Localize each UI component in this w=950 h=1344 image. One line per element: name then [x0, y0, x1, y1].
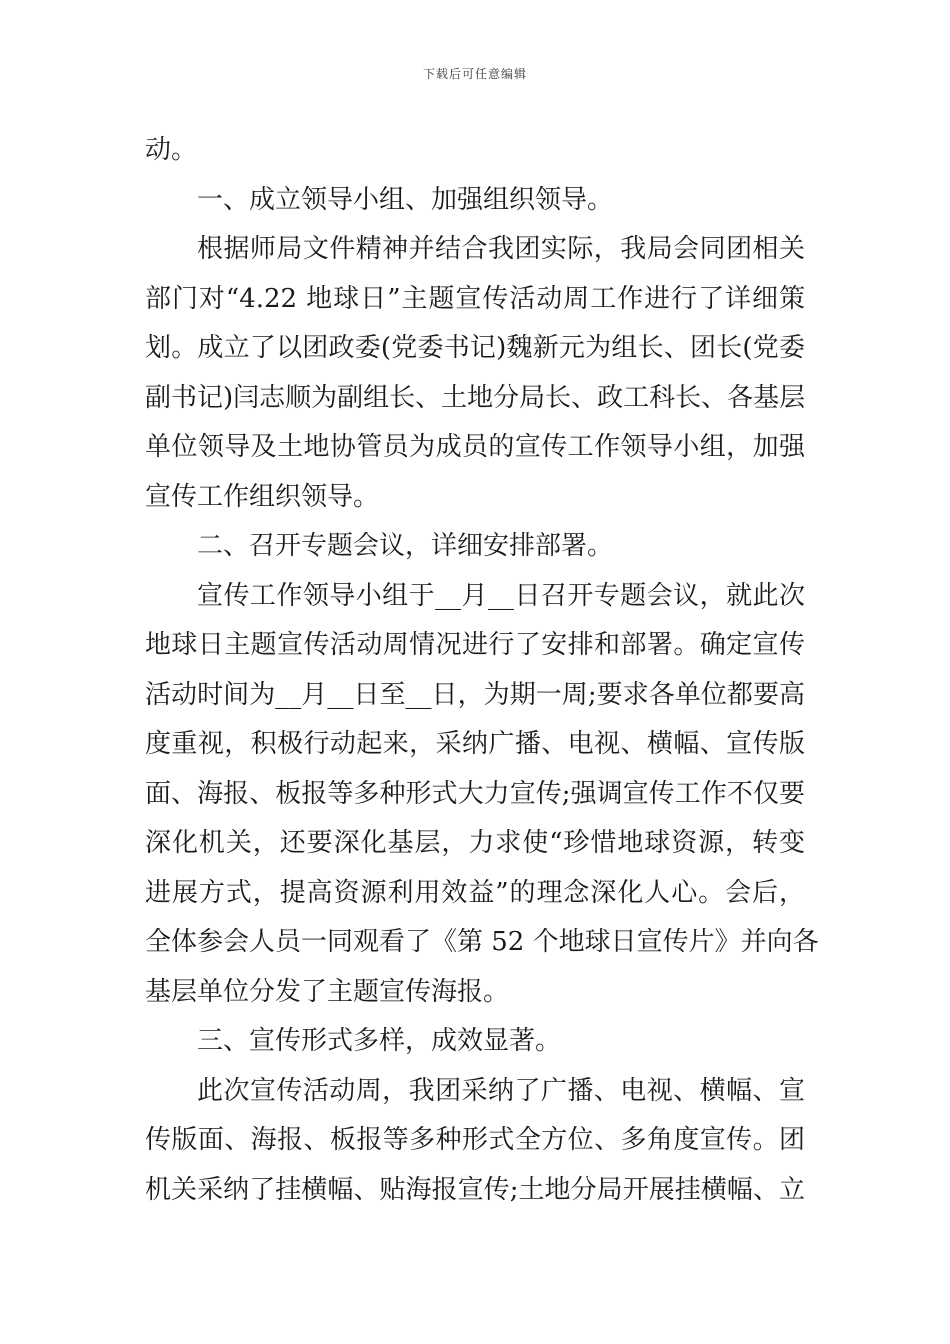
document-body — [145, 126, 819, 1215]
text-line: 机关采纳了挂横幅、贴海报宣传;土地分局开展挂横幅、立 — [145, 1174, 805, 1205]
text-line: 基层单位分发了主题宣传海报。 — [145, 976, 510, 1007]
text-line: 全体参会人员一同观看了《第 52 个地球日宣传片》并向各 — [145, 927, 819, 957]
page-header: 下载后可任意编辑 — [422, 67, 527, 81]
text-line: 地球日主题宣传活动周情况进行了安排和部署。确定宣传 — [145, 630, 805, 660]
text-line: 单位领导及土地协管员为成员的宣传工作领导小组，加强 — [145, 432, 805, 462]
text-line: 副书记)闫志顺为副组长、土地分局长、政工科长、各基层 — [145, 382, 806, 413]
text-line: 宣传工作领导小组于__月__日召开专题会议，就此次 — [197, 580, 805, 611]
text-line: 划。成立了以团政委(党委书记)魏新元为组长、团长(党委 — [145, 333, 805, 363]
text-line: 面、海报、板报等多种形式大力宣传;强调宣传工作不仅要 — [145, 778, 805, 809]
text-line: 进展方式，提高资源利用效益”的理念深化人心。会后， — [145, 877, 805, 908]
text-line: 宣传工作组织领导。 — [145, 481, 380, 512]
text-line: 活动时间为__月__日至__日，为期一周;要求各单位都要高 — [145, 679, 805, 710]
text-line: 部门对“4.22 地球日”主题宣传活动周工作进行了详细策 — [145, 283, 805, 314]
text-line: 三、宣传形式多样，成效显著。 — [197, 1026, 562, 1056]
text-line: 传版面、海报、板报等多种形式全方位、多角度宣传。团 — [145, 1125, 805, 1155]
text-line: 动。 — [145, 135, 198, 165]
text-line: 一、成立领导小组、加强组织领导。 — [197, 184, 614, 215]
text-line: 深化机关，还要深化基层，力求使“珍惜地球资源，转变 — [145, 828, 805, 858]
text-line: 度重视，积极行动起来，采纳广播、电视、横幅、宣传版 — [145, 729, 805, 759]
text-line: 二、召开专题会议，详细安排部署。 — [197, 531, 614, 561]
text-line: 根据师局文件精神并结合我团实际，我局会同团相关 — [197, 234, 805, 264]
text-line: 此次宣传活动周，我团采纳了广播、电视、横幅、宣 — [197, 1075, 805, 1106]
